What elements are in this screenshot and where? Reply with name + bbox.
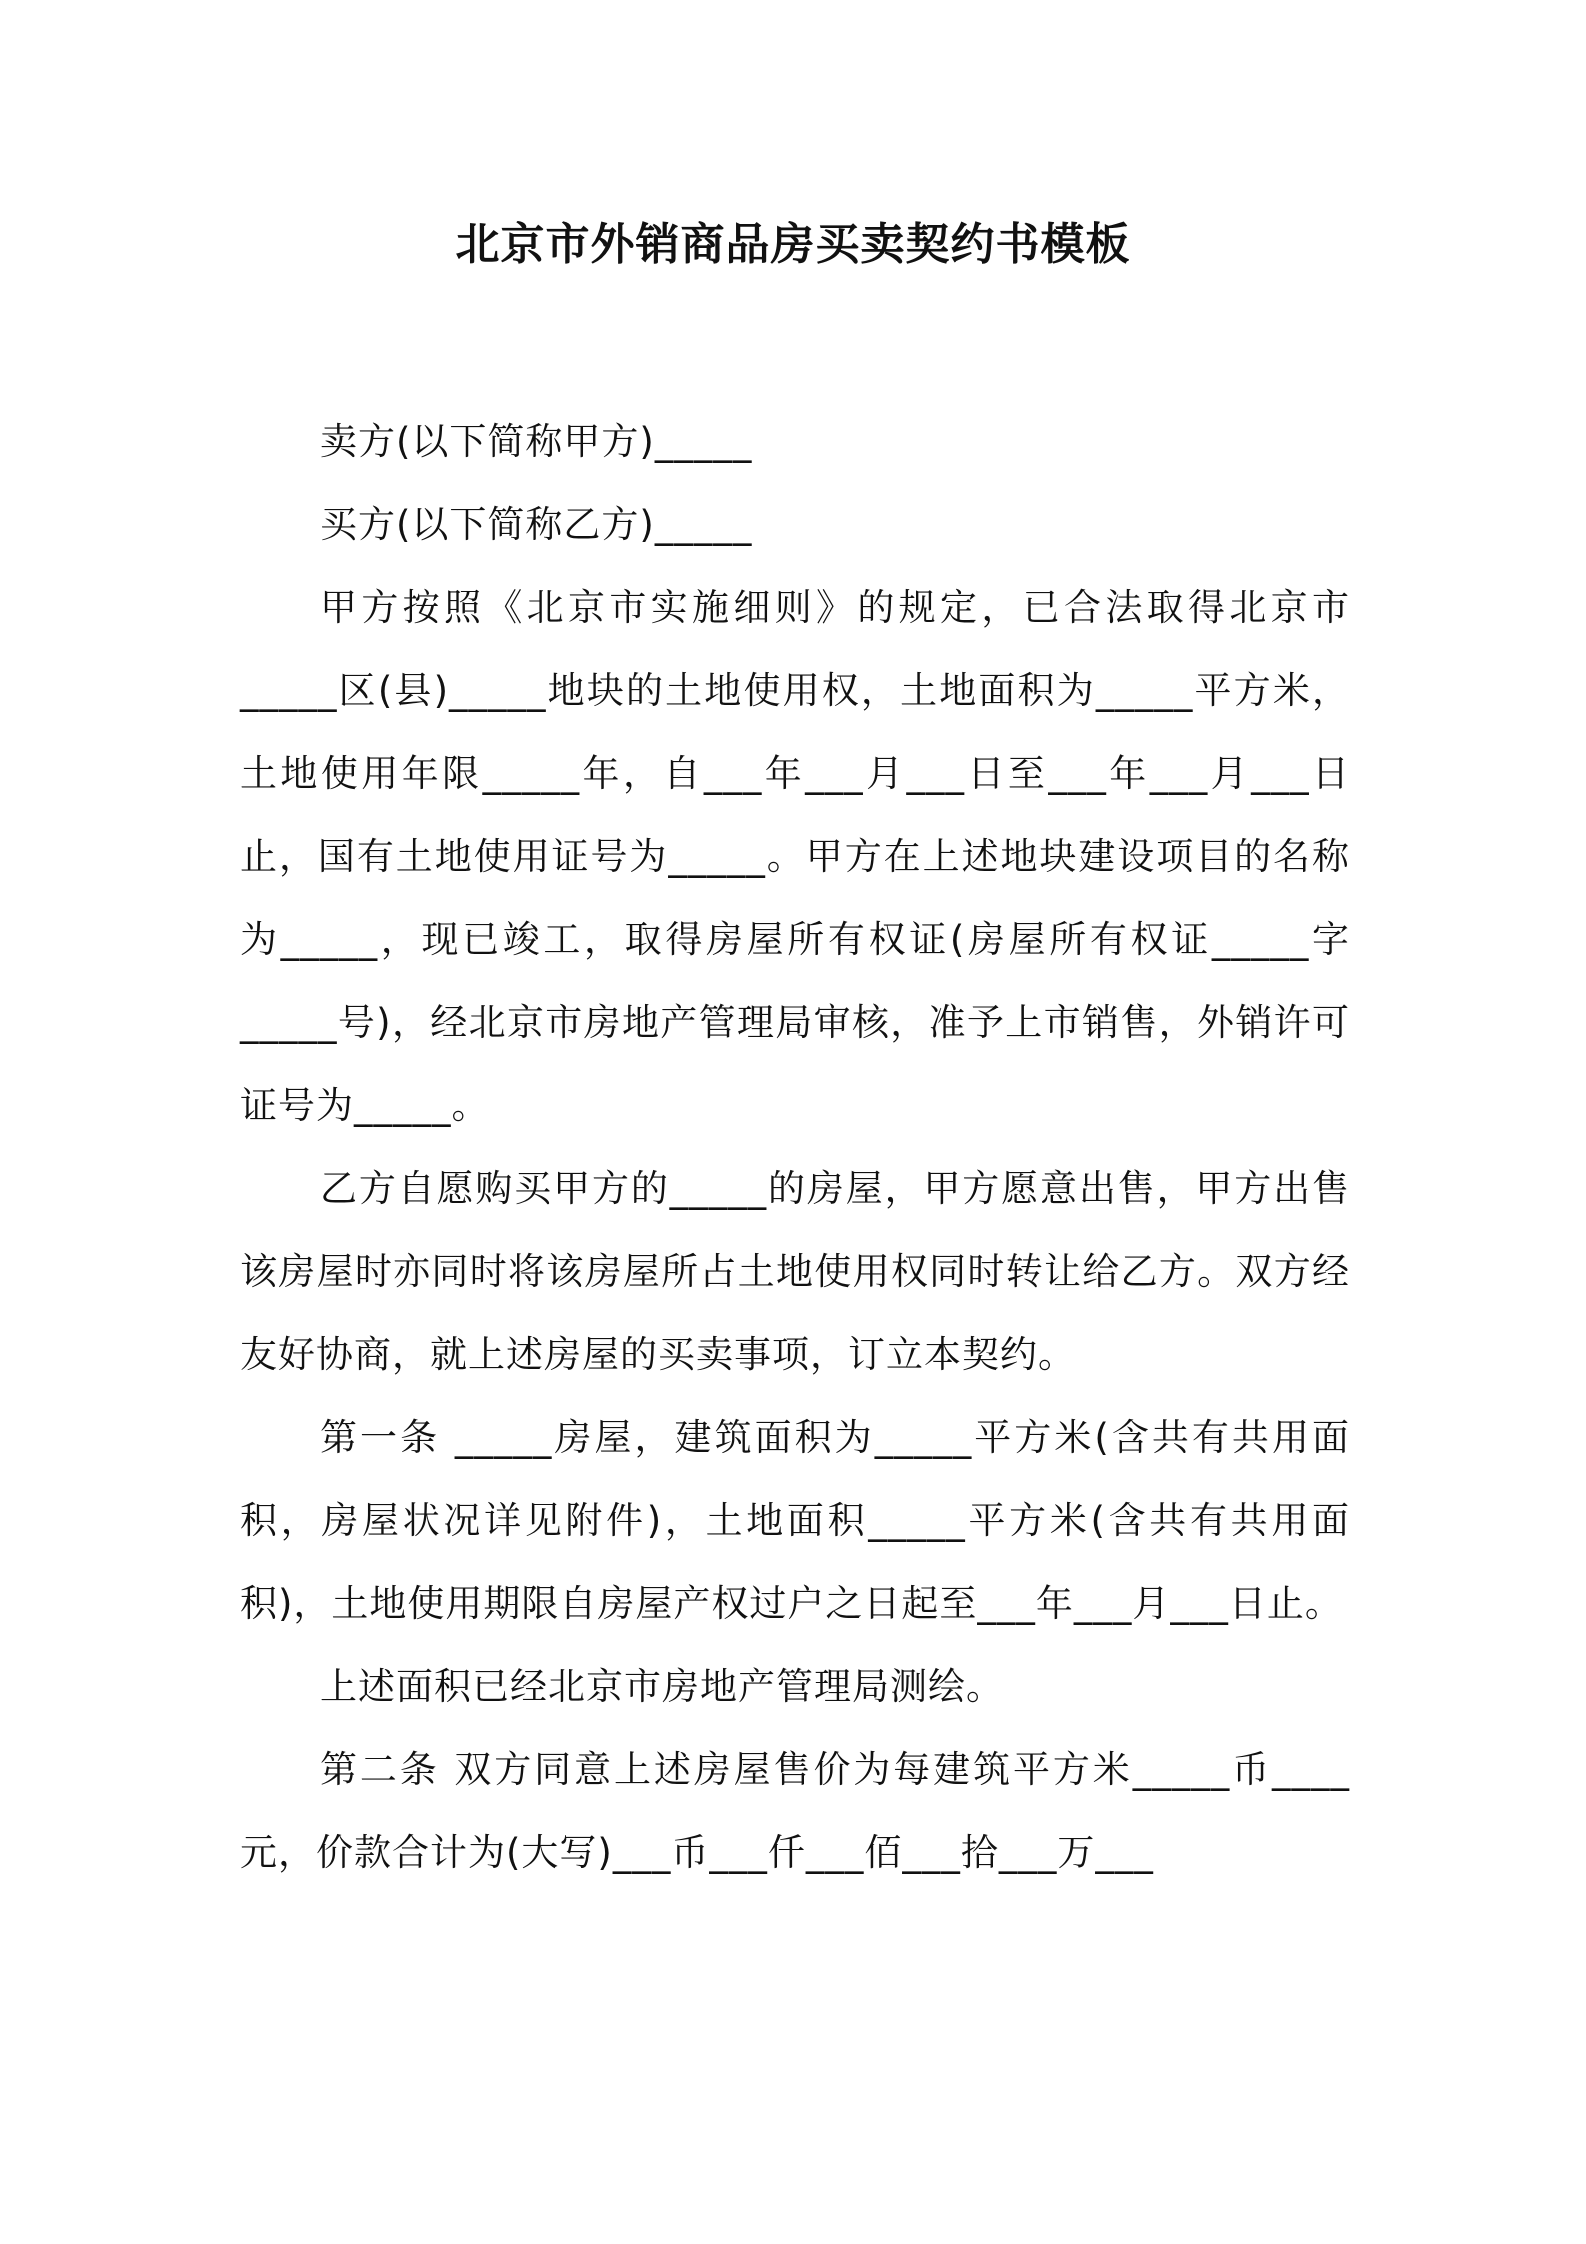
paragraph-agreement: 乙方自愿购买甲方的_____的房屋，甲方愿意出售，甲方出售该房屋时亦同时将该房屋所占土地使用权同时转让给乙方。双方经友好协商，就上述房屋的买卖事项，订立本契约。 — [240, 1167, 1350, 1376]
survey-note: 上述面积已经北京市房地产管理局测绘。 — [320, 1665, 1004, 1708]
paragraph-land-rights: 甲方按照《北京市实施细则》的规定，已合法取得北京市_____区(县)_____地块的土地使用权，土地面积为_____平方米，土地使用年限_____年，自___年___月___日至___年___月___日止，国有土地使用证号为_____。甲方在上述地块建设项目的名称为_____，现已竣工，取得房屋所有权证(房屋所有权证_____字_____号)，经北京市房地产管理局审核，准予上市销售，外销许可证号为_____。 — [240, 586, 1350, 1127]
document-body — [240, 400, 1350, 1894]
article-two: 第二条 双方同意上述房屋售价为每建筑平方米_____币____元，价款合计为(大写)___币___仟___佰___拾___万___ — [240, 1748, 1350, 1874]
article-one: 第一条 _____房屋，建筑面积为_____平方米(含共有共用面积，房屋状况详见附件)，土地面积_____平方米(含共有共用面积)，土地使用期限自房屋产权过户之日起至___年___月___日止。 — [240, 1416, 1350, 1625]
document-title: 北京市外销商品房买卖契约书模板 — [455, 219, 1131, 270]
seller-line: 卖方(以下简称甲方)_____ — [320, 420, 753, 463]
buyer-line: 买方(以下简称乙方)_____ — [320, 503, 753, 546]
